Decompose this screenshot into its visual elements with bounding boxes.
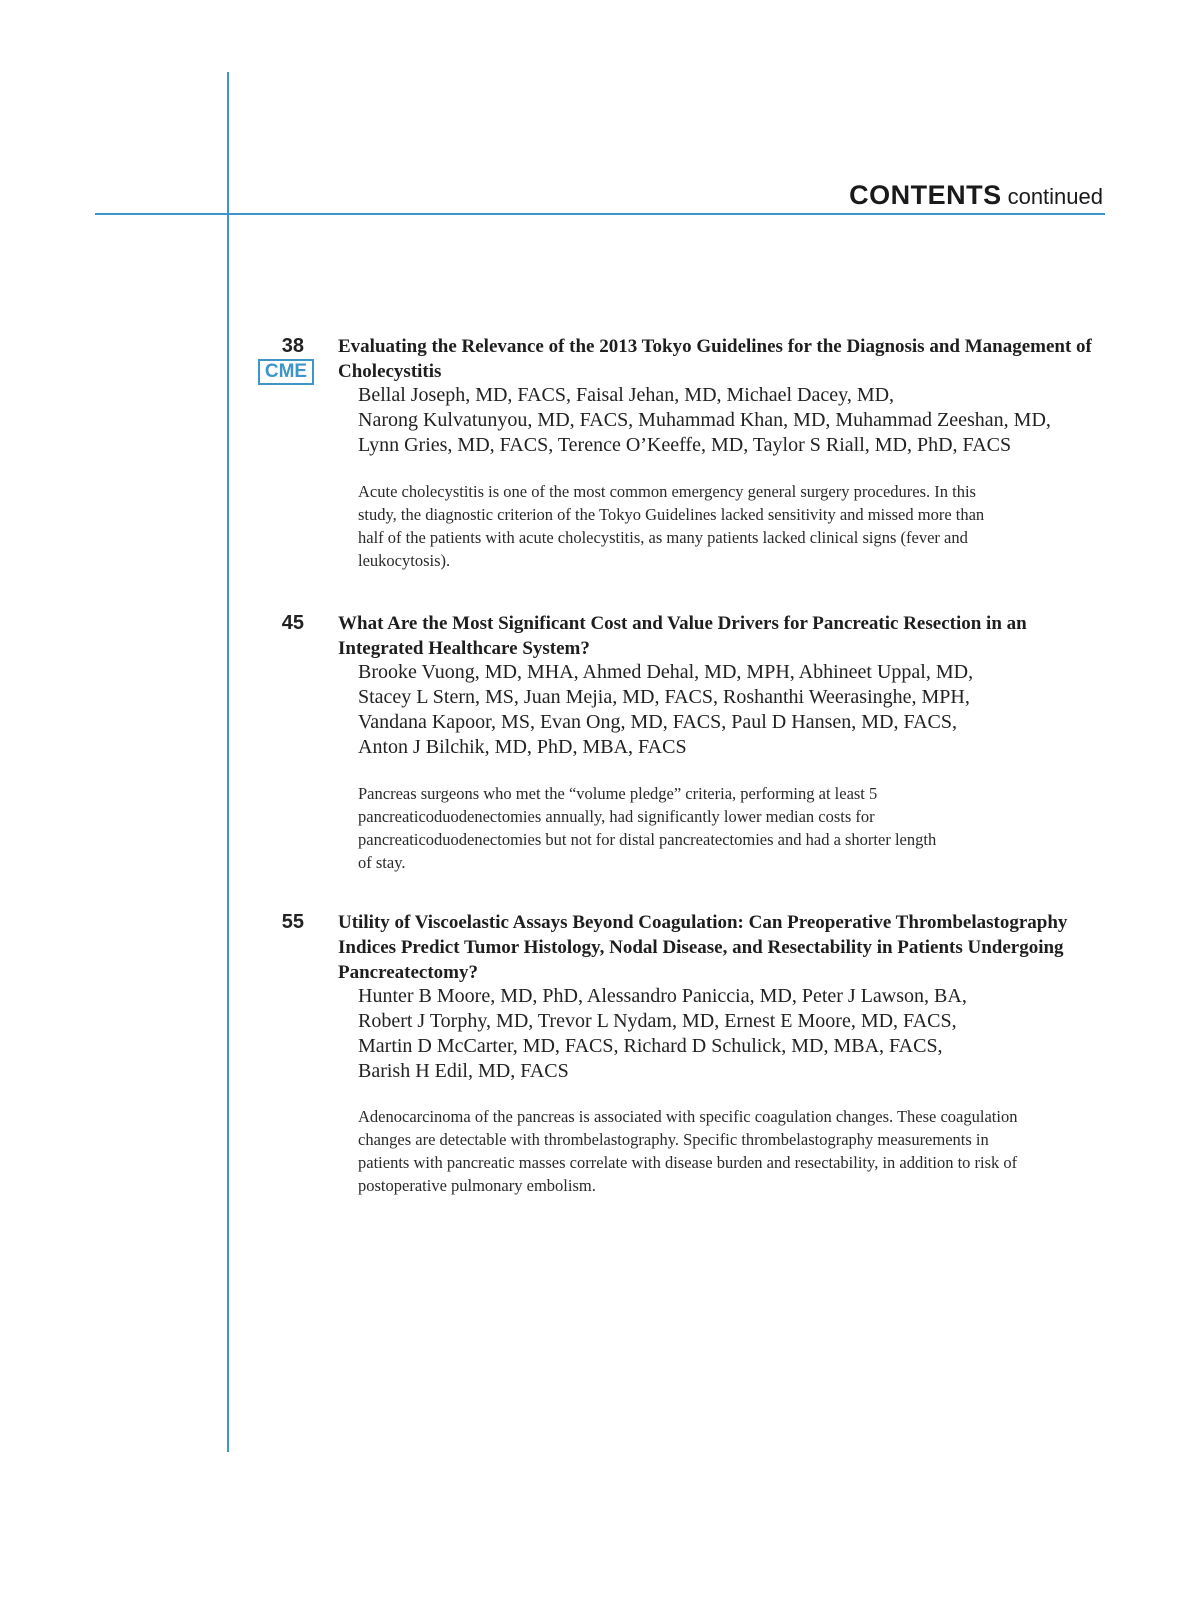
author-line: Narong Kulvatunyou, MD, FACS, Muhammad Khan, MD, Muhammad Zeeshan, MD,: [358, 409, 1051, 431]
page-number: 55: [281, 911, 304, 933]
article-title[interactable]: Evaluating the Relevance of the 2013 Tokyo Guidelines for the Diagnosis and Management of Cholecystitis: [338, 336, 1092, 382]
author-line: Lynn Gries, MD, FACS, Terence O’Keeffe, MD, Taylor S Riall, MD, PhD, FACS: [358, 434, 1012, 456]
header-rule: [95, 213, 1105, 215]
summary-line: patients with pancreatic masses correlate with disease burden and resectability, in addition to risk of: [358, 1153, 1018, 1172]
author-line: Martin D McCarter, MD, FACS, Richard D Schulick, MD, MBA, FACS,: [358, 1035, 943, 1057]
article-authors: [358, 984, 1108, 1084]
author-line: Robert J Torphy, MD, Trevor L Nydam, MD, Ernest E Moore, MD, FACS,: [358, 1010, 957, 1032]
author-line: Barish H Edil, MD, FACS: [358, 1060, 569, 1082]
article-authors: [358, 383, 1108, 458]
header-subtitle: continued: [1007, 184, 1103, 209]
summary-line: changes are detectable with thrombelastography. Specific thrombelastography measurements in: [358, 1130, 989, 1149]
summary-line: pancreaticoduodenectomies annually, had significantly lower median costs for: [358, 807, 875, 826]
cme-badge: CME: [258, 359, 314, 385]
summary-line: pancreaticoduodenectomies but not for distal pancreatectomies and had a shorter length: [358, 830, 937, 849]
author-line: Bellal Joseph, MD, FACS, Faisal Jehan, MD, Michael Dacey, MD,: [358, 384, 895, 406]
header-title: CONTENTS: [849, 180, 1002, 210]
article-summary: [358, 782, 1098, 874]
article-summary: [358, 480, 1098, 572]
author-line: Anton J Bilchik, MD, PhD, MBA, FACS: [358, 736, 687, 758]
author-line: Stacey L Stern, MS, Juan Mejia, MD, FACS, Roshanthi Weerasinghe, MPH,: [358, 686, 970, 708]
summary-line: Pancreas surgeons who met the “volume pledge” criteria, performing at least 5: [358, 784, 878, 803]
article-title[interactable]: Utility of Viscoelastic Assays Beyond Coagulation: Can Preoperative Thrombelastography Indices Predict Tumor Histology, Nodal Disease, and Resectability in Patients Undergoing Pancreatectomy?: [338, 912, 1068, 983]
summary-line: postoperative pulmonary embolism.: [358, 1176, 596, 1195]
vertical-rule: [227, 72, 229, 1452]
article-authors: [358, 660, 1108, 760]
article-summary: [358, 1105, 1098, 1197]
author-line: Vandana Kapoor, MS, Evan Ong, MD, FACS, Paul D Hansen, MD, FACS,: [358, 711, 958, 733]
summary-line: of stay.: [358, 853, 406, 872]
article-title[interactable]: What Are the Most Significant Cost and Value Drivers for Pancreatic Resection in an Integrated Healthcare System?: [338, 613, 1027, 659]
page-header: [849, 180, 1103, 211]
summary-line: study, the diagnostic criterion of the Tokyo Guidelines lacked sensitivity and missed more than: [358, 505, 985, 524]
page-number: 45: [281, 612, 304, 634]
summary-line: leukocytosis).: [358, 551, 451, 570]
summary-line: half of the patients with acute cholecystitis, as many patients lacked clinical signs (fever and: [358, 528, 968, 547]
author-line: Brooke Vuong, MD, MHA, Ahmed Dehal, MD, MPH, Abhineet Uppal, MD,: [358, 661, 974, 683]
page-number: 38: [281, 335, 304, 357]
author-line: Hunter B Moore, MD, PhD, Alessandro Paniccia, MD, Peter J Lawson, BA,: [358, 985, 967, 1007]
summary-line: Adenocarcinoma of the pancreas is associated with specific coagulation changes. These coagulation: [358, 1107, 1018, 1126]
summary-line: Acute cholecystitis is one of the most common emergency general surgery procedures. In this: [358, 482, 976, 501]
